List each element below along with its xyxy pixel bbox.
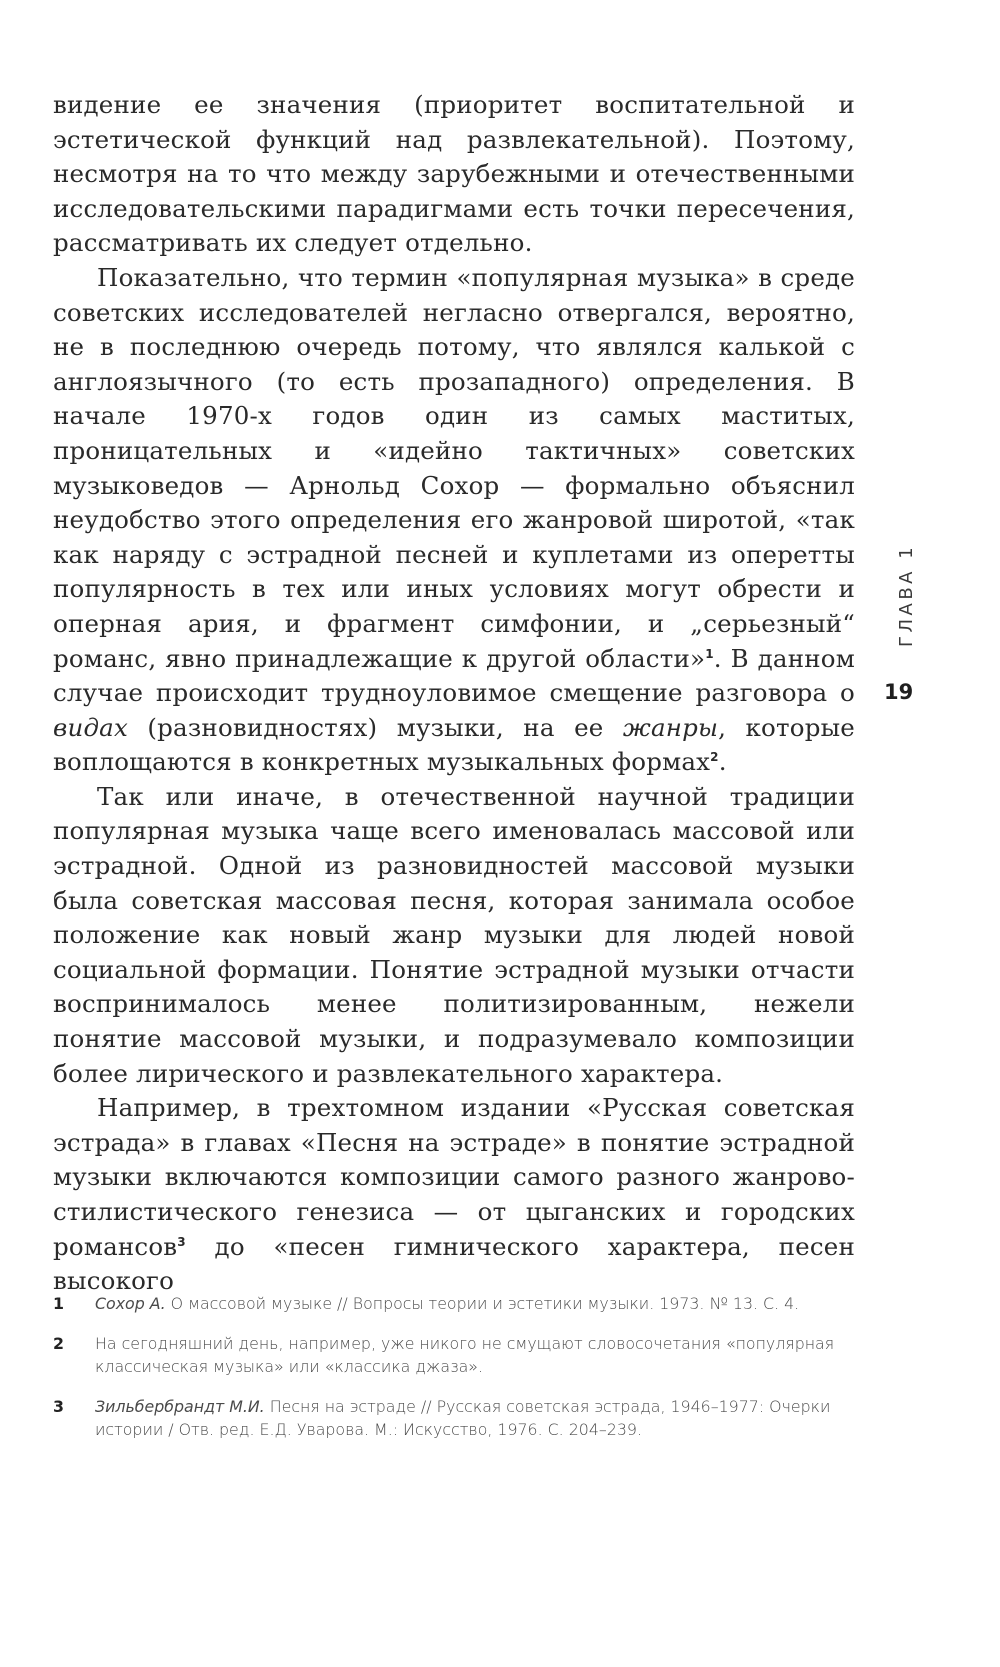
paragraph-2-part-e: . xyxy=(718,747,727,777)
paragraph-2 xyxy=(53,261,855,780)
footnote-1 xyxy=(53,1292,855,1316)
paragraph-1: видение ее значения (приоритет воспитательной и эстетической функций над развлекательной). Поэтому, несмотря на то что между зарубежными и отечественными исследовательскими парадигмами есть точки пересечения, рассматривать их следует отдельно. xyxy=(53,90,855,258)
paragraph-4-part-b: до «песен гимнического характера, песен высокого xyxy=(53,1231,855,1296)
footnote-2 xyxy=(53,1332,855,1379)
chapter-label xyxy=(892,537,932,647)
paragraph-2-part-b: . В данном случае происходит трудноуловимое смещение разговора о xyxy=(53,643,856,708)
footnote-ref-1[interactable]: 1 xyxy=(705,646,714,661)
footnote-ref-3[interactable]: 3 xyxy=(177,1234,186,1249)
main-text xyxy=(53,88,855,1299)
footnote-text: О массовой музыке // Вопросы теории и эстетики музыки. 1973. № 13. С. 4. xyxy=(165,1294,800,1313)
footnote-author: Сохор А. xyxy=(95,1294,166,1313)
footnote-number: 3 xyxy=(53,1396,64,1416)
chapter-label-text: ГЛАВА 1 xyxy=(896,543,917,647)
footnote-text: Песня на эстраде // Русская советская эстрада, 1946–1977: Очерки истории / Отв. ред. Е.Д. Уварова. М.: Искусство, 1976. С. 204–239. xyxy=(95,1396,831,1439)
footnote-number: 2 xyxy=(53,1333,64,1353)
page-number: 19 xyxy=(884,680,914,704)
footnote-text: На сегодняшний день, например, уже никого не смущают словосочетания «популярная классическая музыка» или «классика джаза». xyxy=(95,1333,835,1376)
paragraph-2-part-a: Показательно, что термин «популярная музыка» в среде советских исследователей негласно отвергался, вероятно, не в последнюю очередь потому, что являлся калькой с англоязычного (то есть прозападного) определения. В начале 1970-х годов один из самых маститых, проницательных и «идейно тактичных» советских музыковедов — Арнольд Сохор — формально объяснил неудобство этого определения его жанровой широтой, «так как наряду с эстрадной песней и куплетами из оперетты популярность в тех или иных условиях могут обрести и оперная ария, и фрагмент симфонии, и „серьезный“ романс, явно принадлежащие к другой области» xyxy=(53,262,855,673)
emphasis-zhanry: жанры xyxy=(622,712,719,742)
paragraph-2-part-d: , которые воплощаются в конкретных музыкальных формах xyxy=(53,712,855,777)
emphasis-vidah: видах xyxy=(53,712,128,742)
paragraph-2-part-c: (разновидностях) музыки, на ее xyxy=(128,712,623,742)
paragraph-4-part-a: Например, в трехтомном издании «Русская советская эстрада» в главах «Песня на эстраде» в понятие эстрадной музыки включаются композиции самого разного жанрово-стилистического генезиса — от цыганских и городских романсов xyxy=(53,1093,855,1261)
paragraph-3: Так или иначе, в отечественной научной традиции популярная музыка чаще всего именовалась массовой или эстрадной. Одной из разновидностей массовой музыки была советская массовая песня, которая занимала особое положение как новый жанр музыки для людей новой социальной формации. Понятие эстрадной музыки отчасти воспринималось менее политизированным, нежели понятие массовой музыки, и подразумевало композиции более лирического и развлекательного характера. xyxy=(53,781,855,1088)
footnote-number: 1 xyxy=(53,1294,64,1313)
footnote-3 xyxy=(53,1395,855,1442)
footnotes xyxy=(53,1292,855,1458)
paragraph-4 xyxy=(53,1091,855,1299)
footnote-ref-2[interactable]: 2 xyxy=(710,750,719,765)
footnote-author: Зильбербрандт М.И. xyxy=(95,1396,265,1416)
